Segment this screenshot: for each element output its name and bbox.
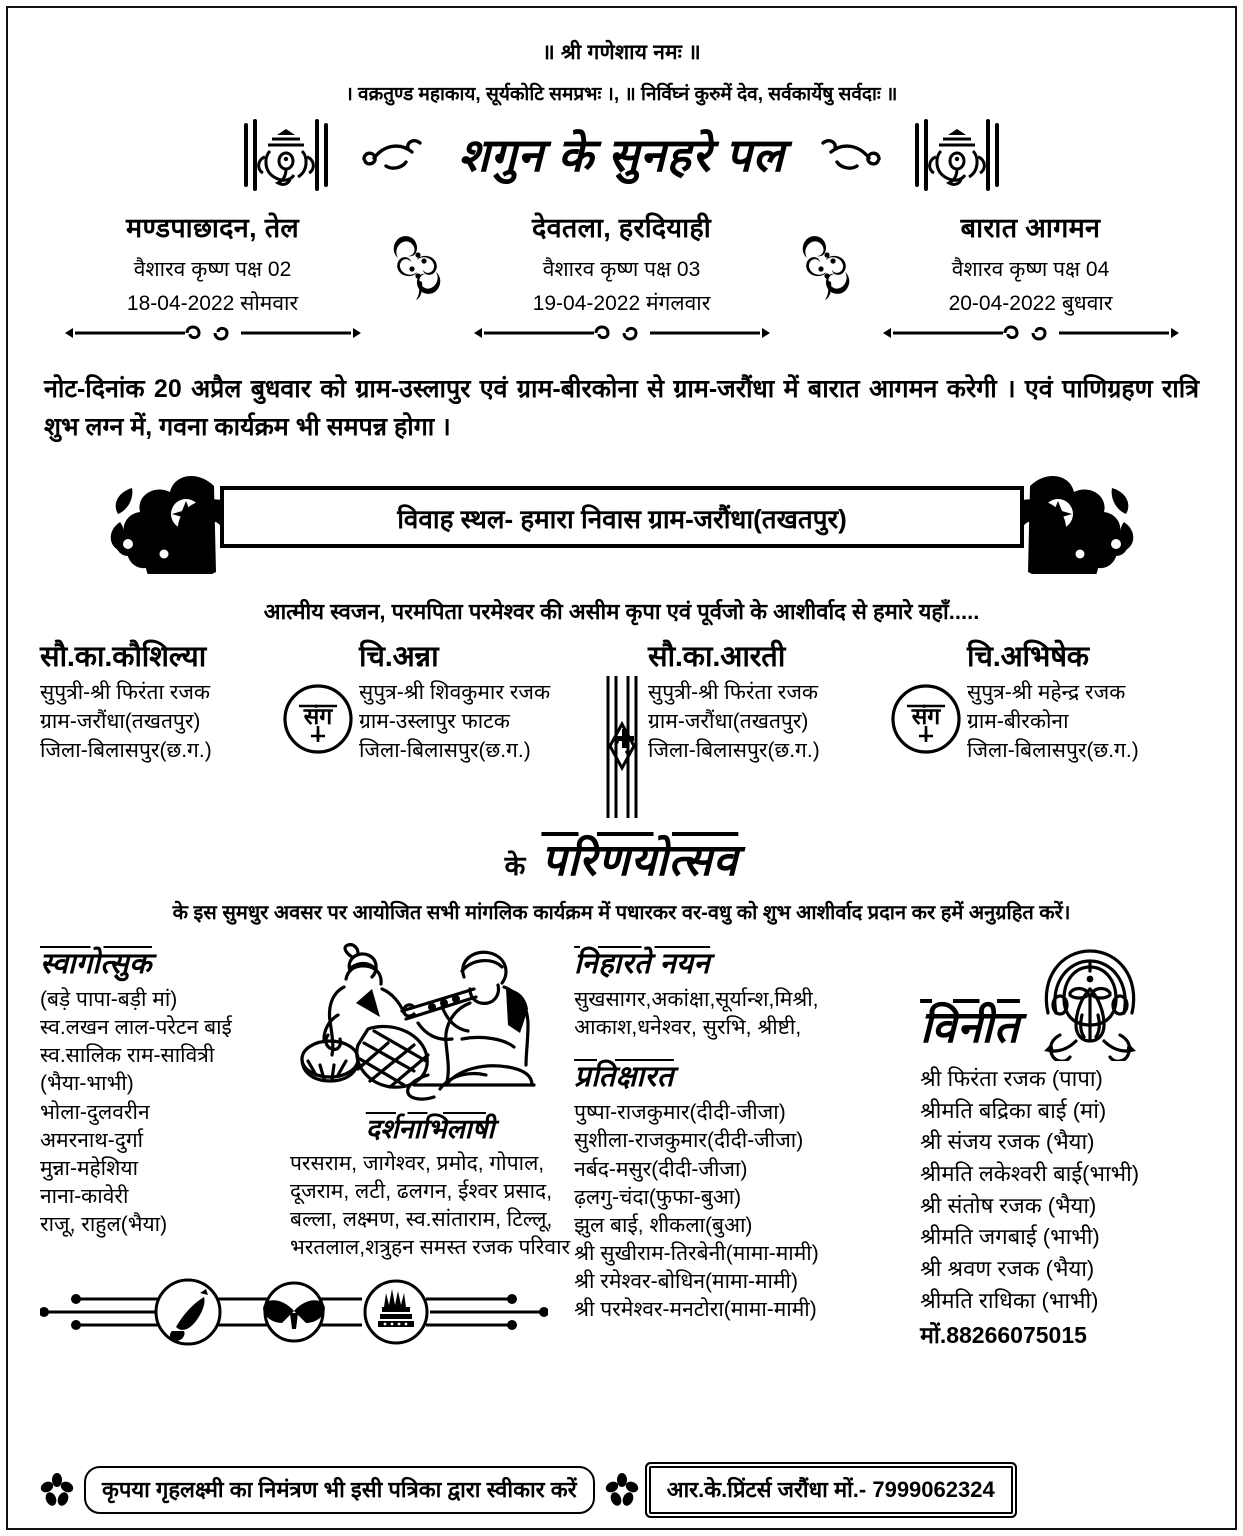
list-item: स्व.लखन लाल-परेटन बाई xyxy=(40,1016,232,1040)
niharate-nayan-heading: निहारते नयन xyxy=(574,948,711,980)
list-item: राजू, राहुल(भैया) xyxy=(40,1213,168,1236)
list-item: भरतलाल,शत्रुहन समस्त रजक परिवार xyxy=(290,1236,571,1260)
event-name: बारात आगमन xyxy=(960,213,1101,243)
event-divider xyxy=(860,325,1201,341)
musicians-illustration xyxy=(294,943,570,1105)
person-relation: सुपुत्री-श्री फिरंता रजक xyxy=(40,681,211,704)
event-card-1 xyxy=(40,208,385,341)
couple-person-groom-1 xyxy=(359,636,595,766)
swagotsuk-heading: स्वागोत्सुक xyxy=(40,948,152,980)
list-item: नाना-कावेरी xyxy=(40,1184,129,1208)
person-village: ग्राम-बीरकोना xyxy=(967,709,1069,733)
pratikshaarat-heading: प्रतिक्षारत xyxy=(574,1061,674,1094)
svg-text:संग: संग xyxy=(911,703,940,729)
venue-text: विवाह स्थल- हमारा निवास ग्राम-जरौंधा(तखतपुर) xyxy=(396,504,847,534)
event-divider xyxy=(451,325,792,341)
list-item: श्री संजय रजक (भैया) xyxy=(920,1129,1095,1155)
namaste-woman-icon xyxy=(1026,943,1154,1061)
list-item: दूजराम, लटी, ढलगन, ईश्वर प्रसाद, xyxy=(290,1180,553,1204)
person-district: जिला-बिलासपुर(छ.ग.) xyxy=(648,738,820,762)
sang-symbol-2 xyxy=(889,636,963,756)
contact-phone: मों.88266075015 xyxy=(920,1322,1087,1349)
request-line: के इस सुमधुर अवसर पर आयोजित सभी मांगलिक कार्यक्रम में पधारकर वर-वधु को शुभ आशीर्वाद प्रदान कर हमें अनुग्रहित करें। xyxy=(172,902,1071,924)
event-date: 20-04-2022 बुधवार xyxy=(948,292,1113,315)
list-item: श्रीमति लकेश्वरी बाई(भाभी) xyxy=(920,1161,1140,1187)
event-date: 19-04-2022 मंगलवार xyxy=(532,292,711,315)
event-tithi: वैशारव कृष्ण पक्ष 02 xyxy=(133,258,292,281)
person-relation: सुपुत्र-श्री महेन्द्र रजक xyxy=(967,681,1126,704)
list-item: (बड़े पापा-बड़ी मां) xyxy=(40,988,178,1011)
events-row xyxy=(40,208,1203,341)
right-of-swagotsuk xyxy=(286,943,570,1263)
parinayotsav-word: परिणयोत्सव xyxy=(541,836,739,885)
person-relation: सुपुत्र-श्री शिवकुमार रजक xyxy=(359,681,551,704)
person-name: चि.अभिषेक xyxy=(967,641,1089,673)
flower-icon-right xyxy=(605,1473,639,1507)
list-item: पुष्पा-राजकुमार(दीदी-जीजा) xyxy=(574,1101,786,1125)
list-item: अमरनाथ-दुर्गा xyxy=(40,1128,144,1152)
ganesh-icon-right xyxy=(911,115,1003,195)
title-row xyxy=(40,112,1203,198)
list-item: मुन्ना-महेशिया xyxy=(40,1156,139,1180)
list-item: बल्ला, लक्ष्मण, स्व.सांताराम, टिल्लू, xyxy=(290,1208,553,1232)
event-separator-1 xyxy=(385,208,449,302)
event-separator-2 xyxy=(794,208,858,302)
list-item: सुशीला-राजकुमार(दीदी-जीजा) xyxy=(574,1129,804,1153)
event-name: मण्डपाछादन, तेल xyxy=(126,213,299,243)
person-district: जिला-बिलासपुर(छ.ग.) xyxy=(40,738,212,762)
list-item: ढ़लगु-चंदा(फुफा-बुआ) xyxy=(574,1185,742,1209)
column-left xyxy=(40,943,570,1351)
list-item: श्री संतोष रजक (भैया) xyxy=(920,1192,1097,1218)
person-district: जिला-बिलासपुर(छ.ग.) xyxy=(359,738,531,762)
event-date: 18-04-2022 सोमवार xyxy=(126,292,299,315)
spacer xyxy=(574,1042,910,1056)
note-paragraph: नोट-दिनांक 20 अप्रैल बुधवार को ग्राम-उस्लापुर एवं ग्राम-बीरकोना से ग्राम-जरौंधा में बारात आगमन करेगी । एवं पाणिग्रहण रात्रि शुभ लग्न में, गवना कार्यक्रम भी समपन्न होगा । xyxy=(44,375,1200,441)
person-name: सौ.का.कौशिल्या xyxy=(40,641,207,673)
couple-person-bride-1 xyxy=(40,636,276,766)
left-ornament-divider xyxy=(40,1273,570,1351)
person-name: सौ.का.आरती xyxy=(648,641,786,673)
person-village: ग्राम-उस्लापुर फाटक xyxy=(359,709,510,733)
event-divider xyxy=(42,325,383,341)
darshanabhilashi-heading: दर्शनाभिलाषी xyxy=(365,1114,495,1144)
page-title: शगुन के सुनहरे पल xyxy=(458,129,785,181)
flourish-left-icon xyxy=(358,133,450,177)
footer xyxy=(40,1466,1203,1514)
vineet-row xyxy=(920,943,1203,1061)
swastik-divider xyxy=(600,636,644,822)
list-item: श्रीमति जगबाई (भाभी) xyxy=(920,1224,1100,1250)
list-item: आकाश,धनेश्वर, सुरभि, श्रीष्टी, xyxy=(574,1016,802,1040)
event-tithi: वैशारव कृष्ण पक्ष 03 xyxy=(542,258,701,281)
couple-person-bride-2 xyxy=(648,636,884,766)
event-card-2 xyxy=(449,208,794,341)
event-card-3 xyxy=(858,208,1203,341)
list-item: सुखसागर,अकांक्षा,सूर्यान्श,मिश्री, xyxy=(574,988,819,1011)
list-item: श्री सुखीराम-तिरबेनी(मामा-मामी) xyxy=(574,1241,819,1265)
list-item: नर्बद-मसुर(दीदी-जीजा) xyxy=(574,1157,748,1181)
event-name: देवतला, हरदियाही xyxy=(531,213,712,243)
ganesh-invocation-line: ॥ श्री गणेशाय नमः ॥ xyxy=(542,41,701,64)
blessing-line: आत्मीय स्वजन, परमपिता परमेश्वर की असीम कृपा एवं पूर्वजो के आशीर्वाद से हमारे यहाँ..... xyxy=(263,599,980,624)
title-center xyxy=(358,129,885,181)
bottom-columns xyxy=(40,943,1203,1351)
couples-row xyxy=(40,636,1203,822)
list-item: (भैया-भाभी) xyxy=(40,1072,134,1096)
venue-banner xyxy=(40,470,1203,574)
parinayotsav-heading xyxy=(40,828,1203,888)
flower-icon-left xyxy=(40,1473,74,1507)
svg-text:संग: संग xyxy=(303,703,332,729)
list-item: परसराम, जागेश्वर, प्रमोद, गोपाल, xyxy=(290,1152,545,1175)
printer-credit: आर.के.प्रिंटर्स जरौंधा मों.- 7999062324 xyxy=(649,1466,1013,1514)
event-tithi: वैशारव कृष्ण पक्ष 04 xyxy=(951,258,1110,281)
person-district: जिला-बिलासपुर(छ.ग.) xyxy=(967,738,1139,762)
list-item: स्व.सालिक राम-सावित्री xyxy=(40,1044,215,1068)
sang-symbol-1 xyxy=(281,636,355,756)
vineet-heading: विनीत xyxy=(920,1003,1020,1052)
swagotsuk-section xyxy=(40,943,286,1263)
parinayotsav-prefix: के xyxy=(504,851,526,881)
ganesh-icon-left xyxy=(240,115,332,195)
list-item: भोला-दुलवरीन xyxy=(40,1100,150,1124)
list-item: श्री फिरंता रजक (पापा) xyxy=(920,1066,1103,1091)
left-split xyxy=(40,943,570,1263)
ganesh-shloka-line: । वक्रतुण्ड महाकाय, सूर्यकोटि समप्रभः ।, ॥ निर्विघ्नं कुरुमें देव, सर्वकार्येषु सर्वदाः ॥ xyxy=(345,84,898,105)
person-name: चि.अन्ना xyxy=(359,641,439,673)
list-item: झुल बाई, शीकला(बुआ) xyxy=(574,1213,753,1237)
column-middle xyxy=(570,943,910,1324)
list-item: श्री परमेश्वर-मनटोरा(मामा-मामी) xyxy=(574,1298,817,1322)
list-item: श्री रमेश्वर-बोधिन(मामा-मामी) xyxy=(574,1270,798,1293)
grihalakshmi-note: कृपया गृहलक्ष्मी का निमंत्रण भी इसी पत्रिका द्वारा स्वीकार करें xyxy=(84,1466,595,1514)
couple-person-groom-2 xyxy=(967,636,1203,766)
list-item: श्री श्रवण रजक (भैया) xyxy=(920,1256,1095,1282)
venue-banner-frame xyxy=(102,470,1142,574)
column-right xyxy=(910,943,1203,1350)
person-village: ग्राम-जरौंधा(तखतपुर) xyxy=(648,709,809,733)
person-village: ग्राम-जरौंधा(तखतपुर) xyxy=(40,709,201,733)
list-item: श्रीमति बद्रिका बाई (मां) xyxy=(920,1097,1107,1123)
list-item: श्रीमति राधिका (भाभी) xyxy=(920,1287,1099,1313)
flourish-right-icon xyxy=(793,133,885,177)
person-relation: सुपुत्री-श्री फिरंता रजक xyxy=(648,681,819,704)
